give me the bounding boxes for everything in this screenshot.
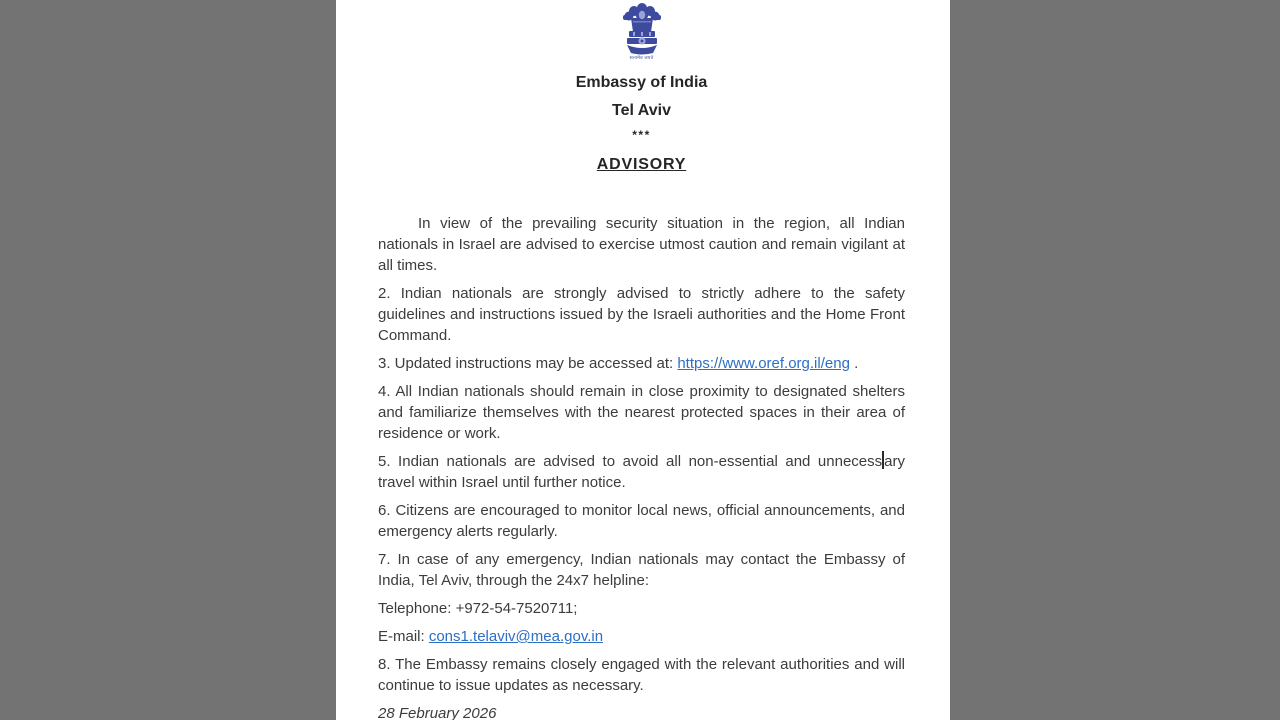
- email-link[interactable]: cons1.telaviv@mea.gov.in: [428, 628, 604, 645]
- document-header: [378, 2, 905, 174]
- document-page[interactable]: [336, 0, 950, 720]
- advisory-body: [378, 213, 905, 720]
- para-5: [378, 451, 905, 493]
- para-5-text-before: 5. Indian nationals are advised to avoid all non-essential and unnecess: [378, 453, 883, 470]
- para-intro: In view of the prevailing security situation in the region, all Indian nationals in Israel are advised to exercise utmost caution and remain vigilant at all times.: [378, 215, 905, 274]
- para-5-text-after: ary travel within Israel until further notice.: [378, 453, 905, 491]
- india-national-emblem-icon: [378, 2, 905, 61]
- date-line: 28 February 2026: [378, 705, 497, 720]
- emblem-motto: सत्यमेव जयते: [629, 55, 654, 60]
- para-8: 8. The Embassy remains closely engaged with the relevant authorities and will continue to issue updates as necessary.: [378, 656, 905, 694]
- para-4: 4. All Indian nationals should remain in close proximity to designated shelters and familiarize themselves with the nearest protected spaces in their area of residence or work.: [378, 383, 905, 442]
- para-2: 2. Indian nationals are strongly advised to strictly adhere to the safety guidelines and instructions issued by the Israeli authorities and the Home Front Command.: [378, 285, 905, 344]
- email-label: E-mail:: [378, 628, 429, 645]
- para-3-text: 3. Updated instructions may be accessed at:: [378, 355, 678, 372]
- embassy-name: Embassy of India: [575, 74, 708, 91]
- oref-link[interactable]: https://www.oref.org.il/eng: [677, 355, 850, 372]
- para-7: 7. In case of any emergency, Indian nationals may contact the Embassy of India, Tel Aviv, through the 24x7 helpline:: [378, 551, 905, 589]
- para-3-suffix: .: [849, 355, 859, 372]
- embassy-location: Tel Aviv: [612, 102, 671, 119]
- email-line: [378, 626, 905, 647]
- para-3: [378, 353, 905, 374]
- para-6: 6. Citizens are encouraged to monitor local news, official announcements, and emergency alerts regularly.: [378, 502, 905, 540]
- header-divider: ***: [632, 128, 651, 142]
- advisory-title: ADVISORY: [596, 156, 687, 173]
- telephone-line: Telephone: +972-54-7520711;: [378, 600, 578, 617]
